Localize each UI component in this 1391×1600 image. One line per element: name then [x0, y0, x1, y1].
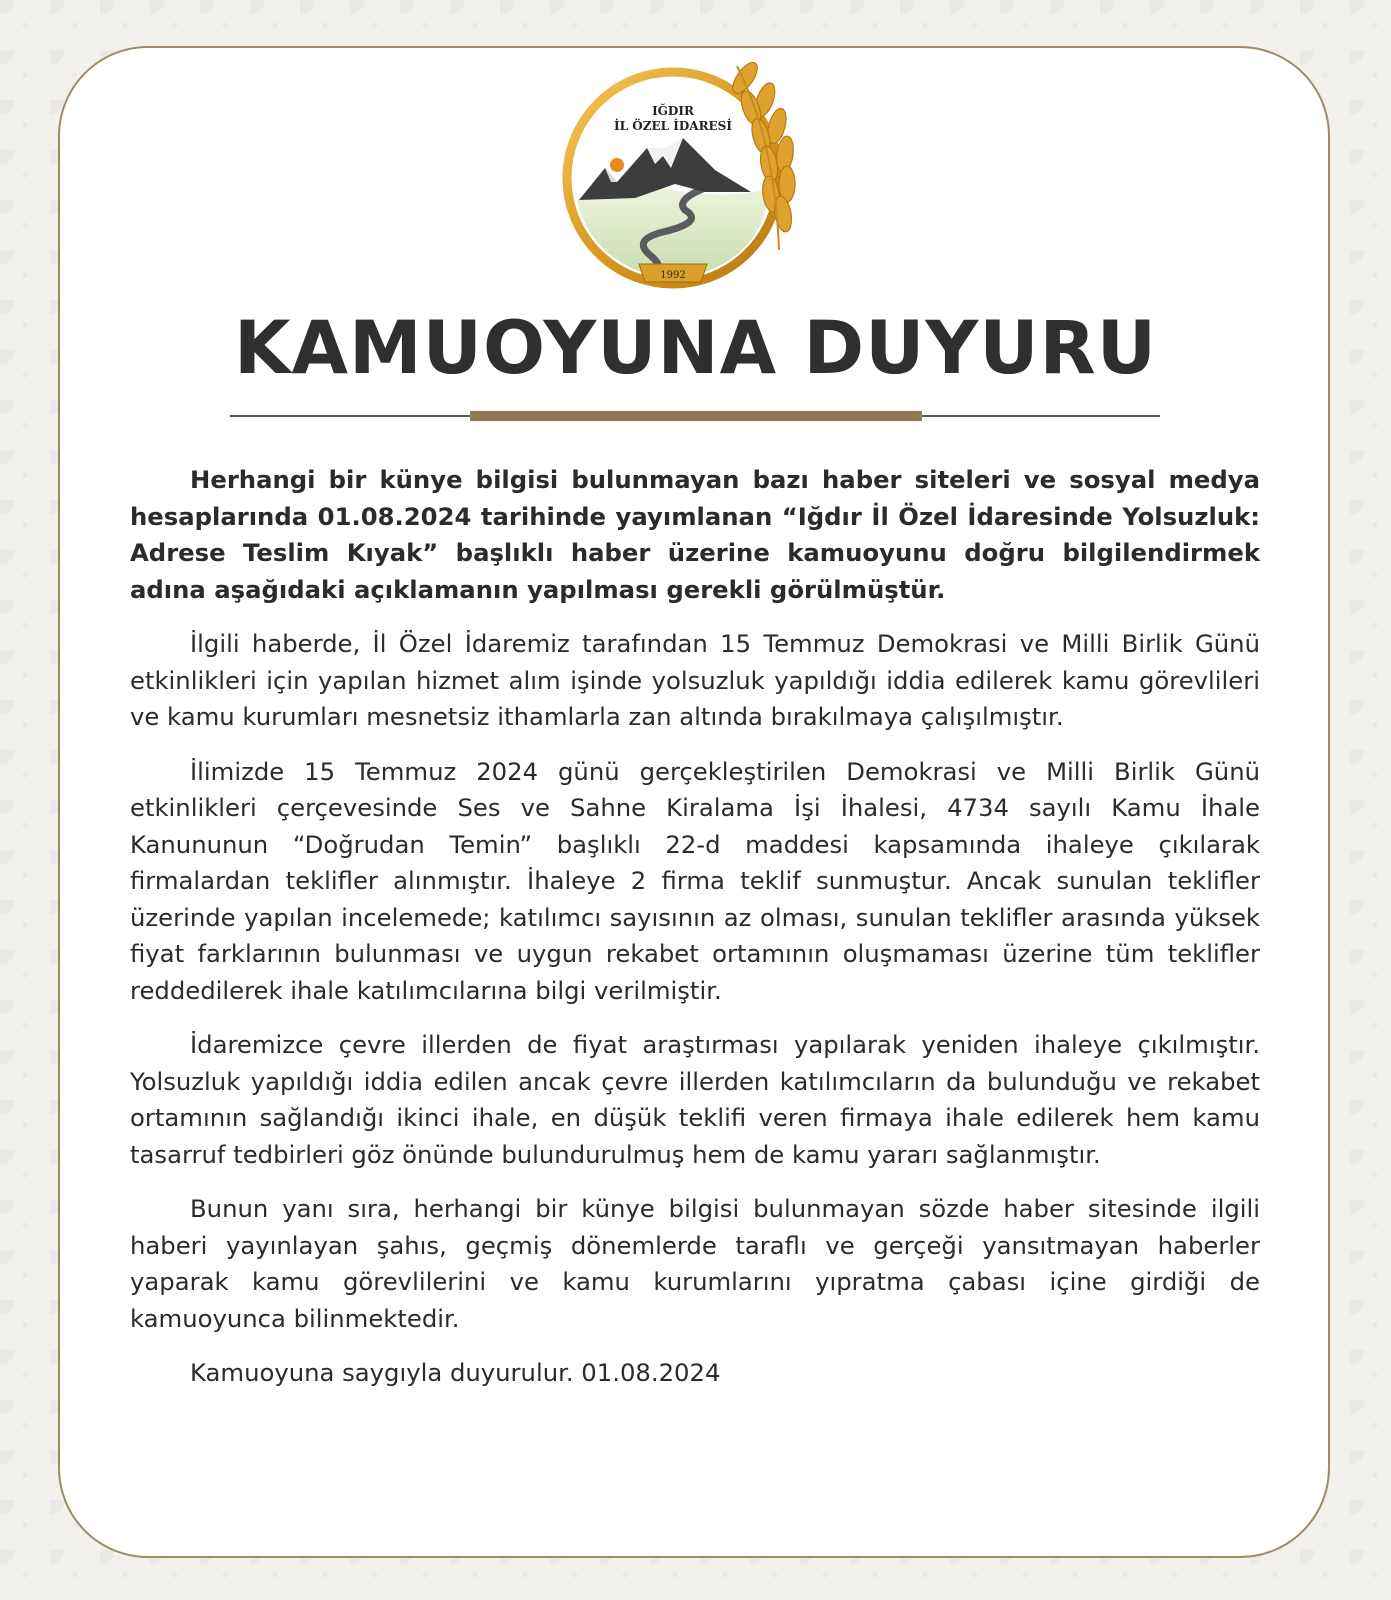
page-title: KAMUOYUNA DUYURU: [233, 306, 1158, 391]
paragraph-claim: İlgili haberde, İl Özel İdaremiz tarafından 15 Temmuz Demokrasi ve Milli Birlik Günü etkinlikleri için yapılan hizmet alım işinde yolsuzluk yapıldığı iddia edilerek kamu görevlileri ve kamu kurumları mesnetsiz ithamlarla zan altında bırakılmaya çalışılmıştır.: [130, 629, 1260, 731]
title-divider-accent: [470, 411, 922, 421]
logo-year: 1992: [660, 270, 686, 281]
paragraph-publisher-note: Bunun yanı sıra, herhangi bir künye bilgisi bulunmayan sözde haber sitesinde ilgili haberi yayınlayan şahıs, geçmiş dönemlerde taraflı ve gerçeği yansıtmayan haberler yaparak kamu görevlilerini ve kamu kurumlarını yıpratma çabası içine girdiği de kamuoyunca bilinmektedir.: [130, 1194, 1260, 1333]
announcement-body: [130, 462, 1260, 1410]
logo-text-line2: İL ÖZEL İDARESİ: [614, 119, 732, 133]
paragraph-tender-details: İlimizde 15 Temmuz 2024 günü gerçekleştirilen Demokrasi ve Milli Birlik Günü etkinlikleri çerçevesinde Ses ve Sahne Kiralama İşi İhalesi, 4734 sayılı Kamu İhale Kanununun “Doğrudan Temin” başlıklı 22-d maddesi kapsamında ihaleye çıkılarak firmalardan teklifler alınmıştır. İhaleye 2 firma teklif sunmuştur. Ancak sunulan teklifler üzerinde yapılan incelemede; katılımcı sayısının az olması, sunulan teklifler arasında yüksek fiyat farklarının bulunması ve uygun rekabet ortamının oluşmaması üzerine tüm teklifler reddedilerek ihale katılımcılarına bilgi verilmiştir.: [130, 756, 1260, 1005]
logo-text-line1: IĞDIR: [652, 104, 694, 118]
igdir-il-ozel-idaresi-logo: [555, 60, 817, 290]
paragraph-intro: Herhangi bir künye bilgisi bulunmayan bazı haber siteleri ve sosyal medya hesaplarında 01.08.2024 tarihinde yayımlanan “Iğdır İl Özel İdaresinde Yolsuzluk: Adrese Teslim Kıyak” başlıklı haber üzerine kamuoyunu doğru bilgilendirmek adına aşağıdaki açıklamanın yapılması gerekli görülmüştür.: [130, 465, 1260, 604]
paragraph-closing: Kamuoyuna saygıyla duyurulur. 01.08.2024: [190, 1358, 721, 1387]
paragraph-second-tender: İdaremizce çevre illerden de fiyat araştırması yapılarak yeniden ihaleye çıkılmıştır. Yolsuzluk yapıldığı iddia edilen ancak çevre illerden katılımcıların da bulunduğu ve rekabet ortamının sağlandığı ikinci ihale, en düşük teklifi veren firmaya ihale edilerek hem kamu tasarruf tedbirleri göz önünde bulundurulmuş hem de kamu yararı sağlanmıştır.: [130, 1030, 1260, 1169]
